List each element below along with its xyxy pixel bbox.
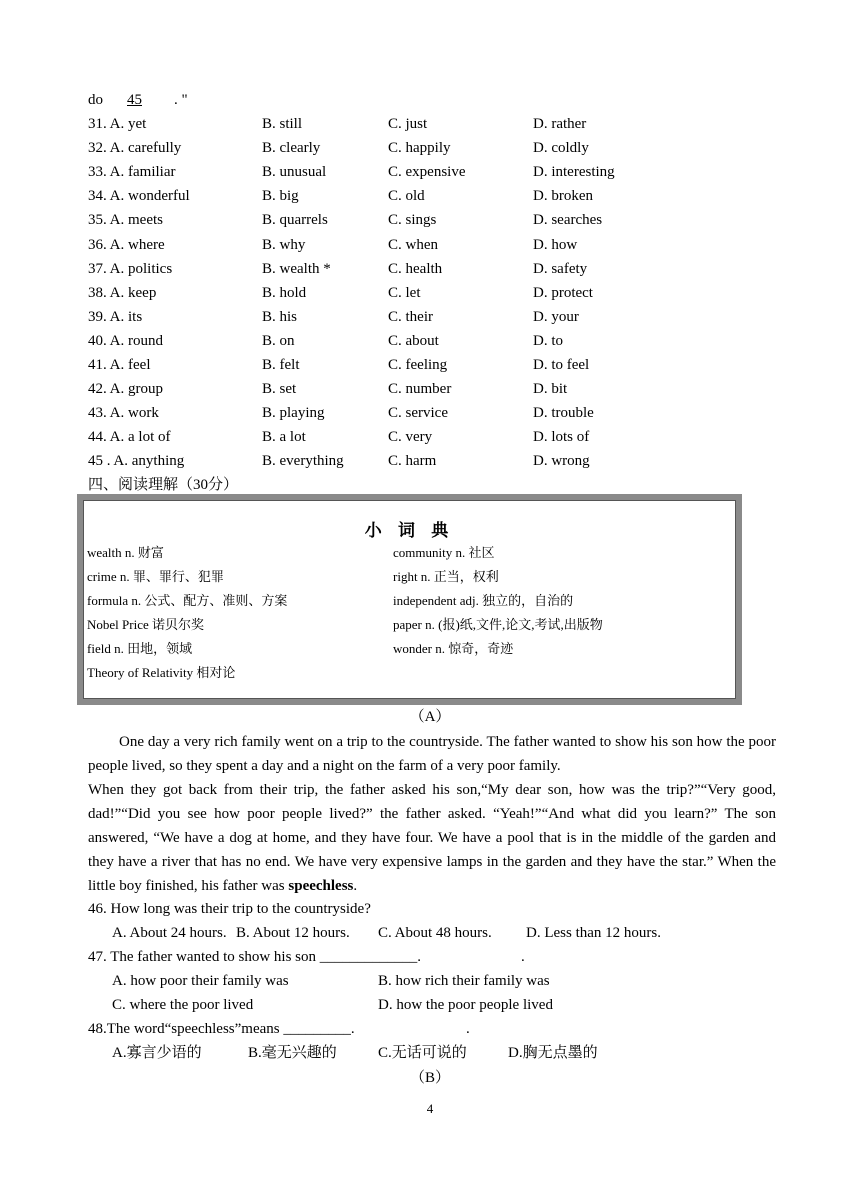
cloze-option-d: D. trouble xyxy=(533,405,594,422)
cloze-option-b: B. hold xyxy=(262,284,307,301)
question-46-option-c: C. About 48 hours. xyxy=(378,925,492,941)
cloze-option-b: B. unusual xyxy=(262,164,327,181)
cloze-option-d: D. interesting xyxy=(533,164,615,181)
cloze-option-d: D. coldly xyxy=(533,140,589,157)
cloze-option-d: D. to feel xyxy=(533,357,590,373)
cloze-option-c: C. happily xyxy=(388,140,451,157)
question-48-option-a: A.寡言少语的 xyxy=(112,1045,202,1061)
cloze-option-c: C. old xyxy=(388,188,425,205)
cloze-option-a: 45 . A. anything xyxy=(88,453,185,470)
cloze-option-c: C. very xyxy=(388,429,433,446)
cloze-option-a: 36. A. where xyxy=(88,236,165,253)
question-47-option-d: D. how the poor people lived xyxy=(378,997,553,1013)
cloze-option-c: C. sings xyxy=(388,212,437,229)
question-48-tail: . xyxy=(466,1021,470,1037)
page-number: 4 xyxy=(426,1101,434,1116)
question-46-option-b: B. About 12 hours. xyxy=(236,925,350,941)
paragraph-2-text: When they got back from their trip, the father asked his son,“My dear son, how was the trip?”“Very good, dad!”“Did you see how poor people lived?” the father asked. “Yeah!”“And what did you learn?” The son answered, “We have a dog at home, and they have four. We have a pool that is in the middle of the garden and they have a river that has no end. We have very expensive lamps in the garden and they have the star.” When the little boy finished, his father was xyxy=(88,782,776,894)
question-47-stem: 47. The father wanted to show his son _____________. xyxy=(88,949,422,965)
vocabulary-entry: formula n. 公式、配方、准则、方案 xyxy=(87,593,288,608)
cloze-option-d: D. wrong xyxy=(533,453,590,470)
cloze-option-a: 37. A. politics xyxy=(88,260,173,277)
question-46-option-a: A. About 24 hours. xyxy=(112,925,227,941)
cloze-option-c: C. let xyxy=(388,284,421,301)
cloze-option-a: 34. A. wonderful xyxy=(88,188,190,205)
section-heading: 四、阅读理解（30分） xyxy=(88,477,239,493)
vocabulary-entry: right n. 正当，权利 xyxy=(393,569,499,584)
cloze-option-a: 38. A. keep xyxy=(88,284,157,301)
cloze-option-b: B. set xyxy=(262,381,297,398)
cloze-option-b: B. a lot xyxy=(262,429,306,446)
cloze-option-a: 43. A. work xyxy=(88,405,159,422)
cloze-option-b: B. why xyxy=(262,236,306,253)
cloze-option-c: C. harm xyxy=(388,453,437,470)
question-47-option-c: C. where the poor lived xyxy=(112,997,254,1013)
cloze-option-c: C. when xyxy=(388,236,438,253)
cloze-option-d: D. safety xyxy=(533,260,588,277)
passage-a-paragraph-1: One day a very rich family went on a trip to the countryside. The father wanted to show his son how the poor people lived, so they spent a day and a night on the farm of a very poor family. xyxy=(88,734,776,774)
passage-a-label: （A） xyxy=(409,709,451,725)
passage-b-label: （B） xyxy=(409,1070,450,1086)
cloze-option-b: B. still xyxy=(262,116,303,132)
vocabulary-entry: wealth n. 财富 xyxy=(87,545,164,560)
cloze-suffix: . " xyxy=(174,92,188,108)
cloze-option-a: 44. A. a lot of xyxy=(88,429,171,446)
question-47-option-b: B. how rich their family was xyxy=(378,973,550,989)
vocabulary-entry: field n. 田地，领域 xyxy=(87,641,193,656)
cloze-option-c: C. about xyxy=(388,332,439,349)
passage-a-paragraph-2 xyxy=(88,778,776,898)
cloze-option-a: 33. A. familiar xyxy=(88,164,176,181)
cloze-option-d: D. bit xyxy=(533,381,568,398)
paragraph-2-end: . xyxy=(353,878,358,894)
question-46-stem: 46. How long was their trip to the countryside? xyxy=(88,901,371,917)
cloze-option-d: D. rather xyxy=(533,116,587,132)
cloze-option-d: D. protect xyxy=(533,284,593,301)
cloze-option-a: 31. A. yet xyxy=(88,116,147,132)
cloze-option-c: C. expensive xyxy=(388,164,466,181)
question-48-option-d: D.胸无点墨的 xyxy=(508,1045,598,1061)
cloze-prefix: do xyxy=(88,92,103,108)
question-46-option-d: D. Less than 12 hours. xyxy=(526,925,661,941)
cloze-option-a: 40. A. round xyxy=(88,332,163,349)
question-47-option-a: A. how poor their family was xyxy=(112,973,289,989)
vocabulary-title: 小 词 典 xyxy=(364,521,455,540)
cloze-option-c: C. health xyxy=(388,260,443,277)
vocabulary-entry: crime n. 罪、罪行、犯罪 xyxy=(87,569,224,584)
question-48-stem: 48.The word“speechless”means _________. xyxy=(88,1021,355,1037)
speechless-word: speechless xyxy=(288,878,354,894)
cloze-option-c: C. their xyxy=(388,308,433,325)
cloze-option-b: B. quarrels xyxy=(262,212,328,229)
cloze-option-d: D. lots of xyxy=(533,429,590,446)
blank-45: 45 xyxy=(127,92,142,108)
cloze-option-b: B. playing xyxy=(262,405,325,422)
vocabulary-entry: independent adj. 独立的，自治的 xyxy=(393,593,574,608)
cloze-option-c: C. service xyxy=(388,405,448,422)
cloze-option-a: 39. A. its xyxy=(88,308,143,325)
cloze-option-c: C. just xyxy=(388,116,428,132)
vocabulary-entry: Nobel Price 诺贝尔奖 xyxy=(87,617,204,632)
cloze-option-a: 35. A. meets xyxy=(88,212,163,229)
cloze-option-b: B. clearly xyxy=(262,140,321,157)
cloze-option-a: 41. A. feel xyxy=(88,357,151,373)
cloze-option-d: D. your xyxy=(533,308,579,325)
cloze-option-d: D. how xyxy=(533,236,578,253)
vocabulary-entry: wonder n. 惊奇，奇迹 xyxy=(393,641,514,656)
cloze-option-b: B. everything xyxy=(262,453,344,470)
cloze-option-d: D. to xyxy=(533,332,563,349)
vocabulary-entry: community n. 社区 xyxy=(393,545,495,560)
cloze-option-c: C. feeling xyxy=(388,357,448,373)
cloze-option-d: D. broken xyxy=(533,188,593,205)
cloze-option-b: B. big xyxy=(262,188,299,205)
question-47-tail: . xyxy=(521,949,525,965)
cloze-continuation xyxy=(88,90,188,110)
cloze-option-b: B. felt xyxy=(262,357,300,373)
cloze-option-b: B. his xyxy=(262,308,298,325)
cloze-option-d: D. searches xyxy=(533,212,603,229)
cloze-option-b: B. wealth * xyxy=(262,260,331,277)
question-48-option-b: B.毫无兴趣的 xyxy=(248,1045,337,1061)
vocabulary-box xyxy=(77,494,742,705)
question-48-option-c: C.无话可说的 xyxy=(378,1045,467,1061)
cloze-option-b: B. on xyxy=(262,332,295,349)
cloze-option-a: 32. A. carefully xyxy=(88,140,182,157)
cloze-option-a: 42. A. group xyxy=(88,381,163,398)
cloze-option-c: C. number xyxy=(388,381,452,398)
vocabulary-entry: paper n. (报)纸,文件,论文,考试,出版物 xyxy=(393,617,603,632)
vocabulary-entry: Theory of Relativity 相对论 xyxy=(87,665,236,680)
